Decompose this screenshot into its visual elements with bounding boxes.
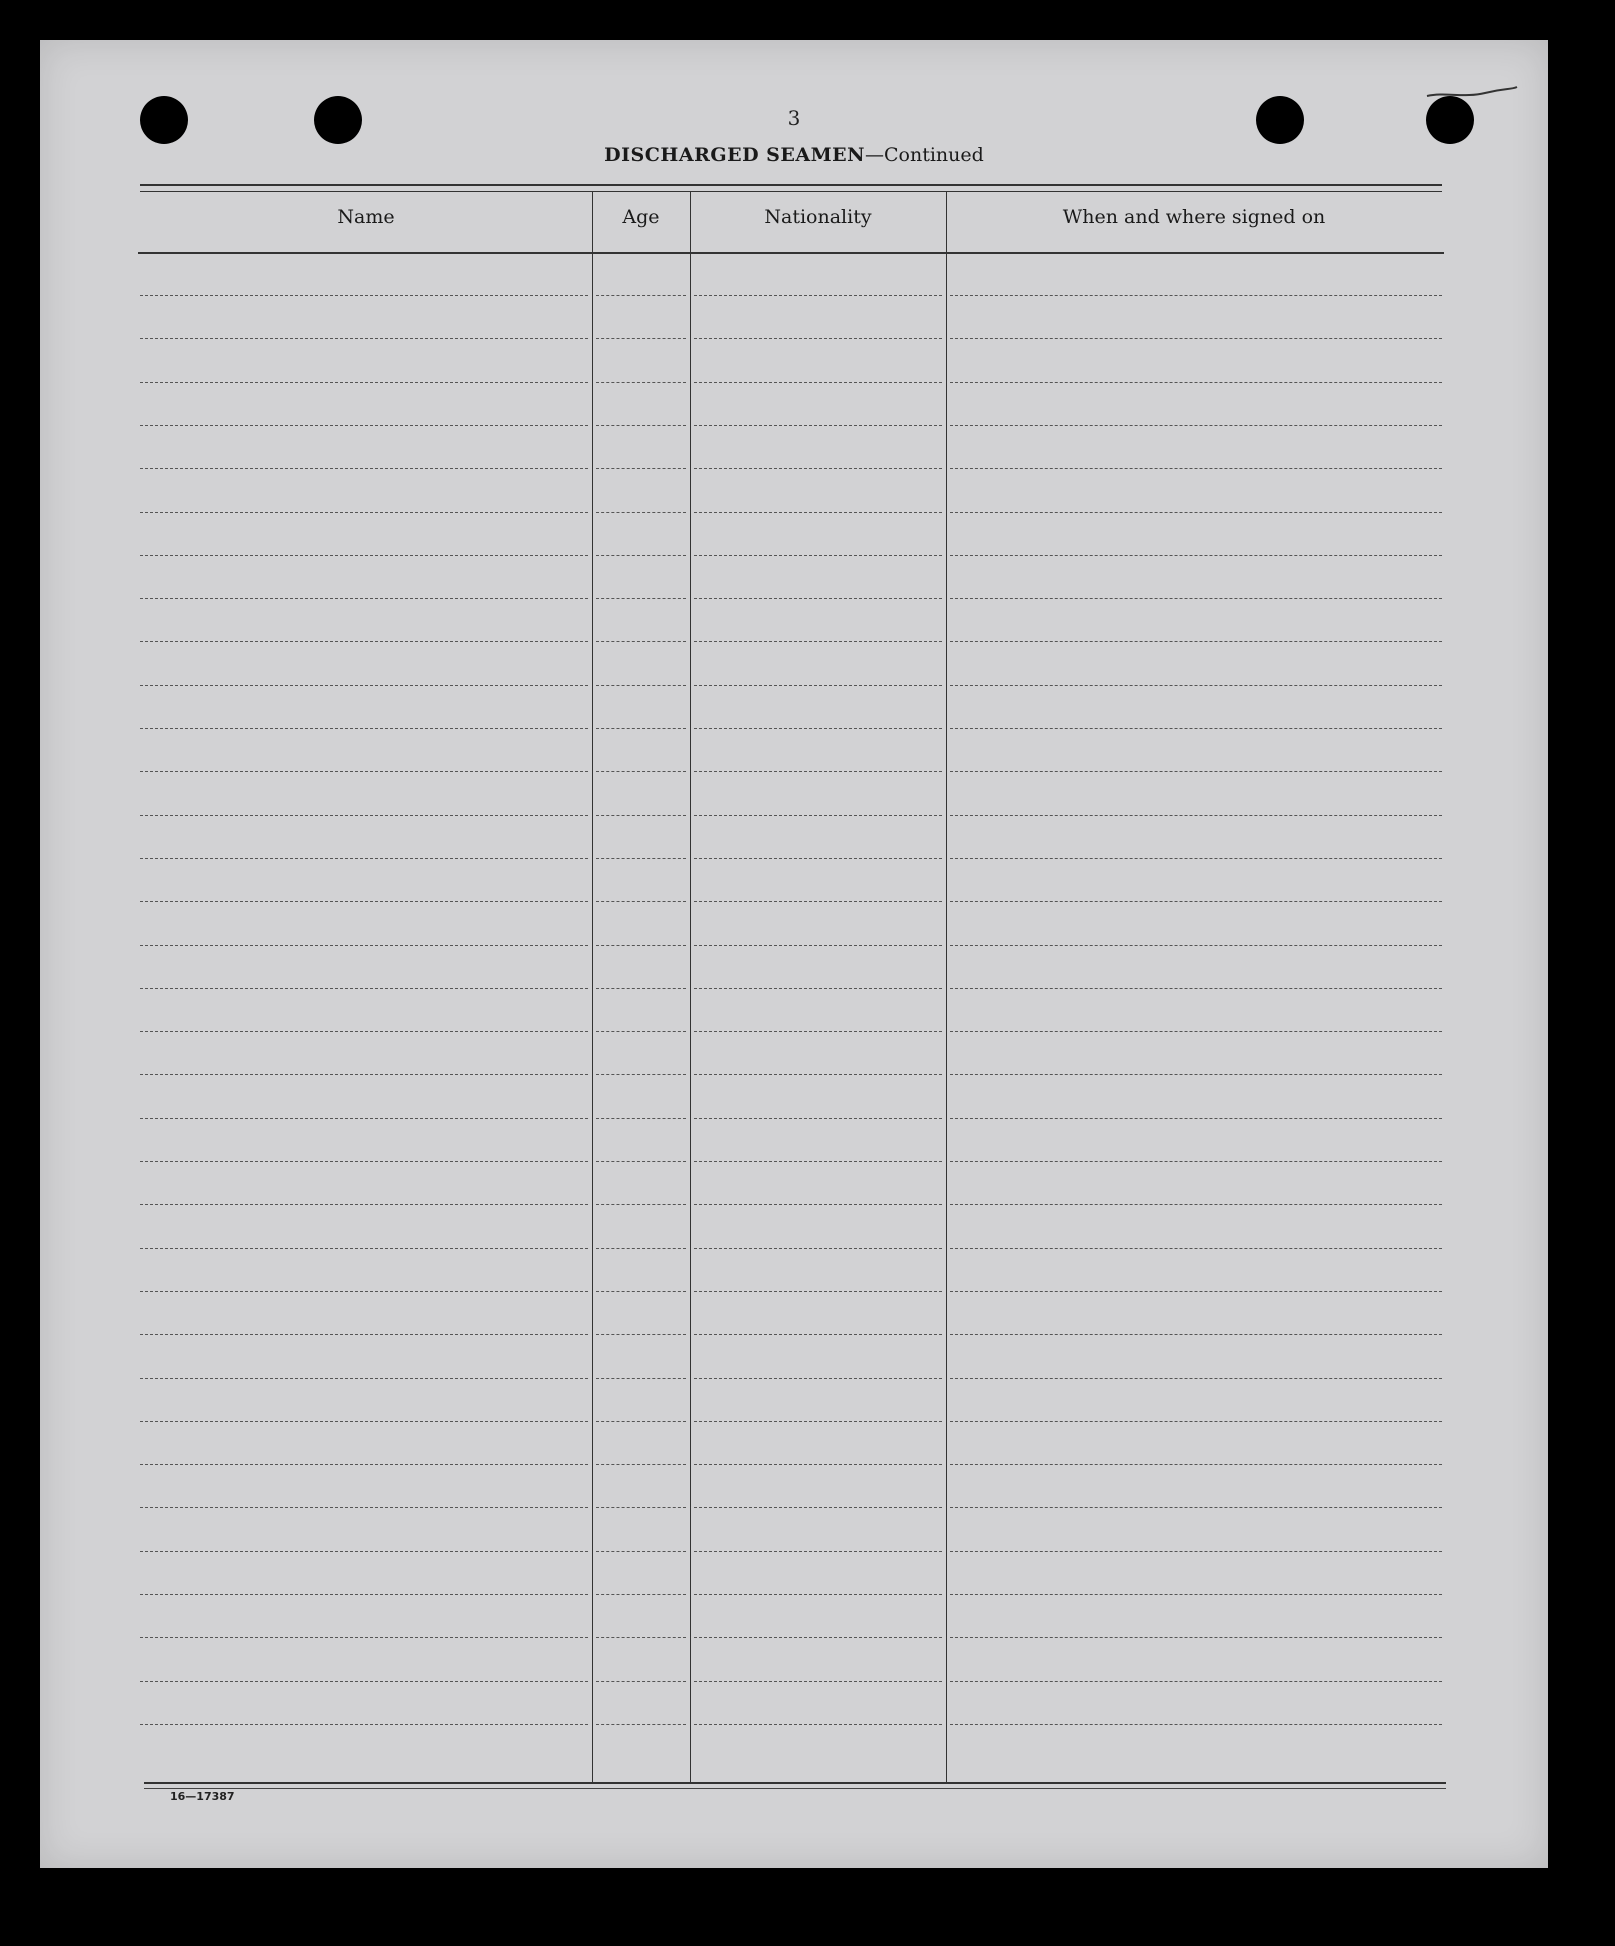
table-row-line (950, 598, 1442, 599)
header-top-rule (140, 184, 1442, 192)
table-row-line (596, 1594, 686, 1595)
column-header-signed-on: When and where signed on (1062, 206, 1326, 228)
table-row-line (596, 1551, 686, 1552)
table-row-line (694, 598, 942, 599)
table-row-line (950, 901, 1442, 902)
table-row-line (140, 1334, 588, 1335)
table-row-line (140, 1594, 588, 1595)
table-row-line (596, 771, 686, 772)
table-row-line (596, 988, 686, 989)
table-row-line (140, 468, 588, 469)
table-row-line (694, 555, 942, 556)
table-row-line (596, 1378, 686, 1379)
table-row-line (596, 382, 686, 383)
table-row-line (694, 338, 942, 339)
table-row-line (694, 1594, 942, 1595)
table-row-line (694, 1464, 942, 1465)
table-row-line (694, 1248, 942, 1249)
table-row-line (694, 1507, 942, 1508)
table-row-line (596, 1118, 686, 1119)
table-row-line (140, 1421, 588, 1422)
table-row-line (950, 1161, 1442, 1162)
table-row-line (694, 771, 942, 772)
table-row-line (140, 815, 588, 816)
table-row-line (694, 468, 942, 469)
table-row-line (950, 425, 1442, 426)
table-row-line (596, 945, 686, 946)
table-row-line (950, 468, 1442, 469)
table-row-line (950, 988, 1442, 989)
table-row-line (140, 1248, 588, 1249)
table-row-line (596, 512, 686, 513)
table-row-line (694, 901, 942, 902)
table-row-line (694, 512, 942, 513)
table-row-line (596, 1161, 686, 1162)
table-row-line (694, 945, 942, 946)
table-row-line (596, 1074, 686, 1075)
table-row-line (596, 858, 686, 859)
table-row-line (140, 1681, 588, 1682)
table-row-line (140, 988, 588, 989)
table-row-line (950, 1421, 1442, 1422)
table-row-line (694, 295, 942, 296)
header-bottom-rule (138, 252, 1444, 254)
pencil-mark (1425, 84, 1520, 106)
table-row-line (140, 1464, 588, 1465)
table-row-line (950, 1681, 1442, 1682)
table-row-line (140, 1724, 588, 1725)
column-divider (690, 192, 691, 1782)
table-row-line (950, 945, 1442, 946)
table-row-line (694, 1637, 942, 1638)
table-row-line (950, 641, 1442, 642)
form-title-suffix: —Continued (865, 144, 984, 166)
table-row-line (950, 1118, 1442, 1119)
table-row-line (140, 1161, 588, 1162)
table-row-line (596, 1291, 686, 1292)
table-row-line (596, 1204, 686, 1205)
table-row-line (694, 1421, 942, 1422)
table-row-line (694, 1291, 942, 1292)
table-row-line (950, 1291, 1442, 1292)
form-title-main: DISCHARGED SEAMEN (604, 144, 865, 166)
table-row-line (596, 425, 686, 426)
table-row-line (950, 1334, 1442, 1335)
table-row-line (694, 685, 942, 686)
table-row-line (140, 685, 588, 686)
table-row-line (140, 901, 588, 902)
table-row-line (950, 295, 1442, 296)
table-row-line (950, 728, 1442, 729)
form-page (40, 40, 1548, 1868)
table-row-line (596, 1681, 686, 1682)
table-row-line (596, 1334, 686, 1335)
table-row-line (140, 771, 588, 772)
table-row-line (950, 1204, 1442, 1205)
table-row-line (596, 295, 686, 296)
table-row-line (950, 1551, 1442, 1552)
table-row-line (694, 1204, 942, 1205)
table-row-line (140, 338, 588, 339)
table-row-line (950, 382, 1442, 383)
table-row-line (950, 685, 1442, 686)
table-row-line (140, 858, 588, 859)
column-divider (946, 192, 947, 1782)
table-row-line (596, 1031, 686, 1032)
table-row-line (694, 1031, 942, 1032)
table-row-line (694, 1074, 942, 1075)
table-row-line (694, 988, 942, 989)
column-header-nationality: Nationality (764, 206, 872, 228)
table-row-line (596, 468, 686, 469)
table-row-line (694, 1334, 942, 1335)
table-row-line (694, 425, 942, 426)
table-row-line (140, 1031, 588, 1032)
table-row-line (694, 1551, 942, 1552)
table-row-line (596, 815, 686, 816)
table-bottom-rule (144, 1782, 1446, 1789)
table-row-line (694, 1118, 942, 1119)
table-row-line (596, 685, 686, 686)
table-row-line (950, 1594, 1442, 1595)
table-row-line (140, 555, 588, 556)
table-row-line (140, 1551, 588, 1552)
table-row-line (140, 1291, 588, 1292)
table-row-line (140, 295, 588, 296)
table-row-line (596, 1637, 686, 1638)
table-row-line (140, 1118, 588, 1119)
table-row-line (950, 1637, 1442, 1638)
table-row-line (950, 771, 1442, 772)
table-row-line (140, 945, 588, 946)
table-row-line (140, 512, 588, 513)
table-row-line (596, 1507, 686, 1508)
table-row-line (596, 901, 686, 902)
table-row-line (694, 1378, 942, 1379)
column-header-name: Name (337, 206, 395, 228)
table-row-line (950, 338, 1442, 339)
table-row-line (596, 1248, 686, 1249)
table-row-line (694, 641, 942, 642)
table-row-line (950, 1507, 1442, 1508)
table-row-line (950, 858, 1442, 859)
table-row-line (140, 1204, 588, 1205)
table-row-line (596, 598, 686, 599)
table-row-line (596, 338, 686, 339)
table-row-line (140, 382, 588, 383)
table-row-line (694, 728, 942, 729)
table-row-line (694, 858, 942, 859)
table-row-line (694, 1724, 942, 1725)
table-row-line (140, 1074, 588, 1075)
table-row-line (950, 1464, 1442, 1465)
table-row-line (596, 641, 686, 642)
table-row-line (140, 598, 588, 599)
table-row-line (950, 555, 1442, 556)
table-row-line (140, 641, 588, 642)
table-row-line (950, 1031, 1442, 1032)
table-row-line (950, 1378, 1442, 1379)
table-row-line (596, 728, 686, 729)
table-row-line (950, 512, 1442, 513)
table-row-line (140, 1507, 588, 1508)
table-row-line (140, 728, 588, 729)
column-header-age: Age (622, 206, 660, 228)
table-row-line (950, 1724, 1442, 1725)
table-row-line (596, 1421, 686, 1422)
table-row-line (596, 555, 686, 556)
form-title (40, 144, 1548, 166)
table-row-line (140, 1378, 588, 1379)
page-number: 3 (787, 106, 801, 130)
table-row-line (596, 1464, 686, 1465)
table-row-line (694, 382, 942, 383)
column-divider (592, 192, 593, 1782)
table-row-line (694, 1161, 942, 1162)
table-row-line (950, 1248, 1442, 1249)
table-row-line (596, 1724, 686, 1725)
form-number: 16—17387 (170, 1790, 235, 1803)
table-row-line (694, 1681, 942, 1682)
table-row-line (950, 815, 1442, 816)
table-row-line (694, 815, 942, 816)
table-row-line (140, 425, 588, 426)
table-row-line (140, 1637, 588, 1638)
table-row-line (950, 1074, 1442, 1075)
